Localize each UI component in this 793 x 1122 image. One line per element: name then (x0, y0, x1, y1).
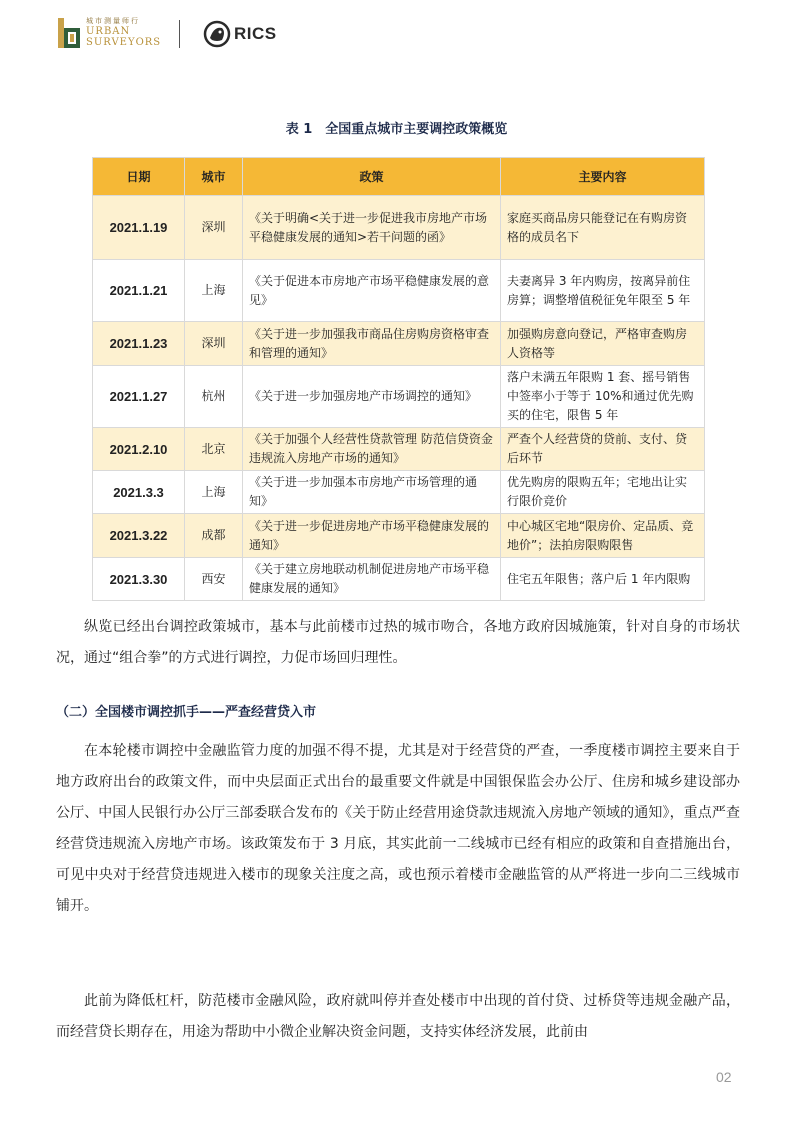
page-number: 02 (716, 1069, 732, 1085)
cell-city: 上海 (185, 471, 243, 514)
cell-content: 家庭买商品房只能登记在有购房资格的成员名下 (501, 196, 705, 260)
cell-date: 2021.1.19 (93, 196, 185, 260)
table-row (93, 196, 705, 260)
cell-date: 2021.1.27 (93, 366, 185, 428)
cell-city: 上海 (185, 260, 243, 322)
paragraph-summary: 纵览已经出台调控政策城市，基本与此前楼市过热的城市吻合，各地方政府因城施策，针对自身的市场状况，通过“组合拳”的方式进行调控，力促市场回归理性。 (56, 619, 740, 666)
cell-content: 中心城区宅地“限房价、定品质、竞地价”；法拍房限购限售 (501, 514, 705, 558)
cell-policy: 《关于明确<关于进一步促进我市房地产市场平稳健康发展的通知>若干问题的函》 (243, 196, 501, 260)
table-row (93, 514, 705, 558)
cell-policy: 《关于进一步促进房地产市场平稳健康发展的通知》 (243, 514, 501, 558)
table-header-row (93, 158, 705, 196)
cell-content: 优先购房的限购五年；宅地出让实行限价竞价 (501, 471, 705, 514)
column-header-date: 日期 (93, 158, 185, 196)
table-title: 表 1 全国重点城市主要调控政策概览 (285, 122, 508, 137)
cell-content: 住宅五年限售；落户后 1 年内限购 (501, 558, 705, 601)
column-header-city: 城市 (185, 158, 243, 196)
cell-city: 深圳 (185, 196, 243, 260)
column-header-policy: 政策 (243, 158, 501, 196)
cell-city: 深圳 (185, 322, 243, 366)
cell-date: 2021.3.3 (93, 471, 185, 514)
column-header-content: 主要内容 (501, 158, 705, 196)
logo-english-line1: URBAN (86, 26, 131, 37)
logo-chinese-name: 城市测量师行 (86, 17, 140, 25)
cell-city: 成都 (185, 514, 243, 558)
cell-policy: 《关于加强个人经营性贷款管理 防范信贷资金违规流入房地产市场的通知》 (243, 428, 501, 471)
cell-policy: 《关于进一步加强本市房地产市场管理的通知》 (243, 471, 501, 514)
rics-logo-text: RICS (234, 24, 277, 43)
cell-date: 2021.3.30 (93, 558, 185, 601)
table-row (93, 260, 705, 322)
table-row (93, 471, 705, 514)
cell-content: 严查个人经营贷的贷前、支付、贷后环节 (501, 428, 705, 471)
logo-english-line2: SURVEYORS (86, 37, 162, 48)
cell-policy: 《关于进一步加强房地产市场调控的通知》 (243, 366, 501, 428)
cell-content: 落户未满五年限购 1 套、摇号销售中签率小于等于 10%和通过优先购买的住宅，限售 5 年 (501, 366, 705, 428)
cell-content: 夫妻离异 3 年内购房，按离异前住房算；调整增值税征免年限至 5 年 (501, 260, 705, 322)
header-divider (179, 20, 180, 48)
cell-city: 杭州 (185, 366, 243, 428)
cell-policy: 《关于进一步加强我市商品住房购房资格审查和管理的通知》 (243, 322, 501, 366)
cell-policy: 《关于建立房地联动机制促进房地产市场平稳健康发展的通知》 (243, 558, 501, 601)
table-row (93, 366, 705, 428)
cell-city: 北京 (185, 428, 243, 471)
cell-date: 2021.1.21 (93, 260, 185, 322)
cell-date: 2021.3.22 (93, 514, 185, 558)
urban-surveyors-logo-text (86, 18, 161, 48)
table-row (93, 558, 705, 601)
table-row (93, 322, 705, 366)
cell-date: 2021.1.23 (93, 322, 185, 366)
urban-surveyors-logo-icon (58, 18, 80, 48)
section-heading: （二）全国楼市调控抓手——严查经营贷入市 (56, 705, 317, 720)
paragraph-financial-regulation: 在本轮楼市调控中金融监管力度的加强不得不提，尤其是对于经营贷的严查，一季度楼市调控主要来自于地方政府出台的政策文件，而中央层面正式出台的最重要文件就是中国银保监会办公厅、住房和城乡建设部办公厅、中国人民银行办公厅三部委联合发布的《关于防止经营用途贷款违规流入房地产领域的通知》，重点严查经营贷违规流入房地产市场。该政策发布于 3 月底，其实此前一二线城市已经有相应的政策和自查措施出台，可见中央对于经营贷违规进入楼市的现象关注度之高，或也预示着楼市金融监管的从严将进一步向二三线城市铺开。 (56, 743, 740, 914)
table-row (93, 428, 705, 471)
rics-lion-icon (202, 20, 232, 48)
policy-table (92, 157, 705, 601)
cell-policy: 《关于促进本市房地产市场平稳健康发展的意见》 (243, 260, 501, 322)
cell-content: 加强购房意向登记，严格审查购房人资格等 (501, 322, 705, 366)
page-header (58, 14, 318, 54)
paragraph-leverage: 此前为降低杠杆，防范楼市金融风险，政府就叫停并查处楼市中出现的首付贷、过桥贷等违规金融产品，而经营贷长期存在，用途为帮助中小微企业解决资金问题，支持实体经济发展，此前由 (56, 993, 740, 1040)
cell-city: 西安 (185, 558, 243, 601)
cell-date: 2021.2.10 (93, 428, 185, 471)
